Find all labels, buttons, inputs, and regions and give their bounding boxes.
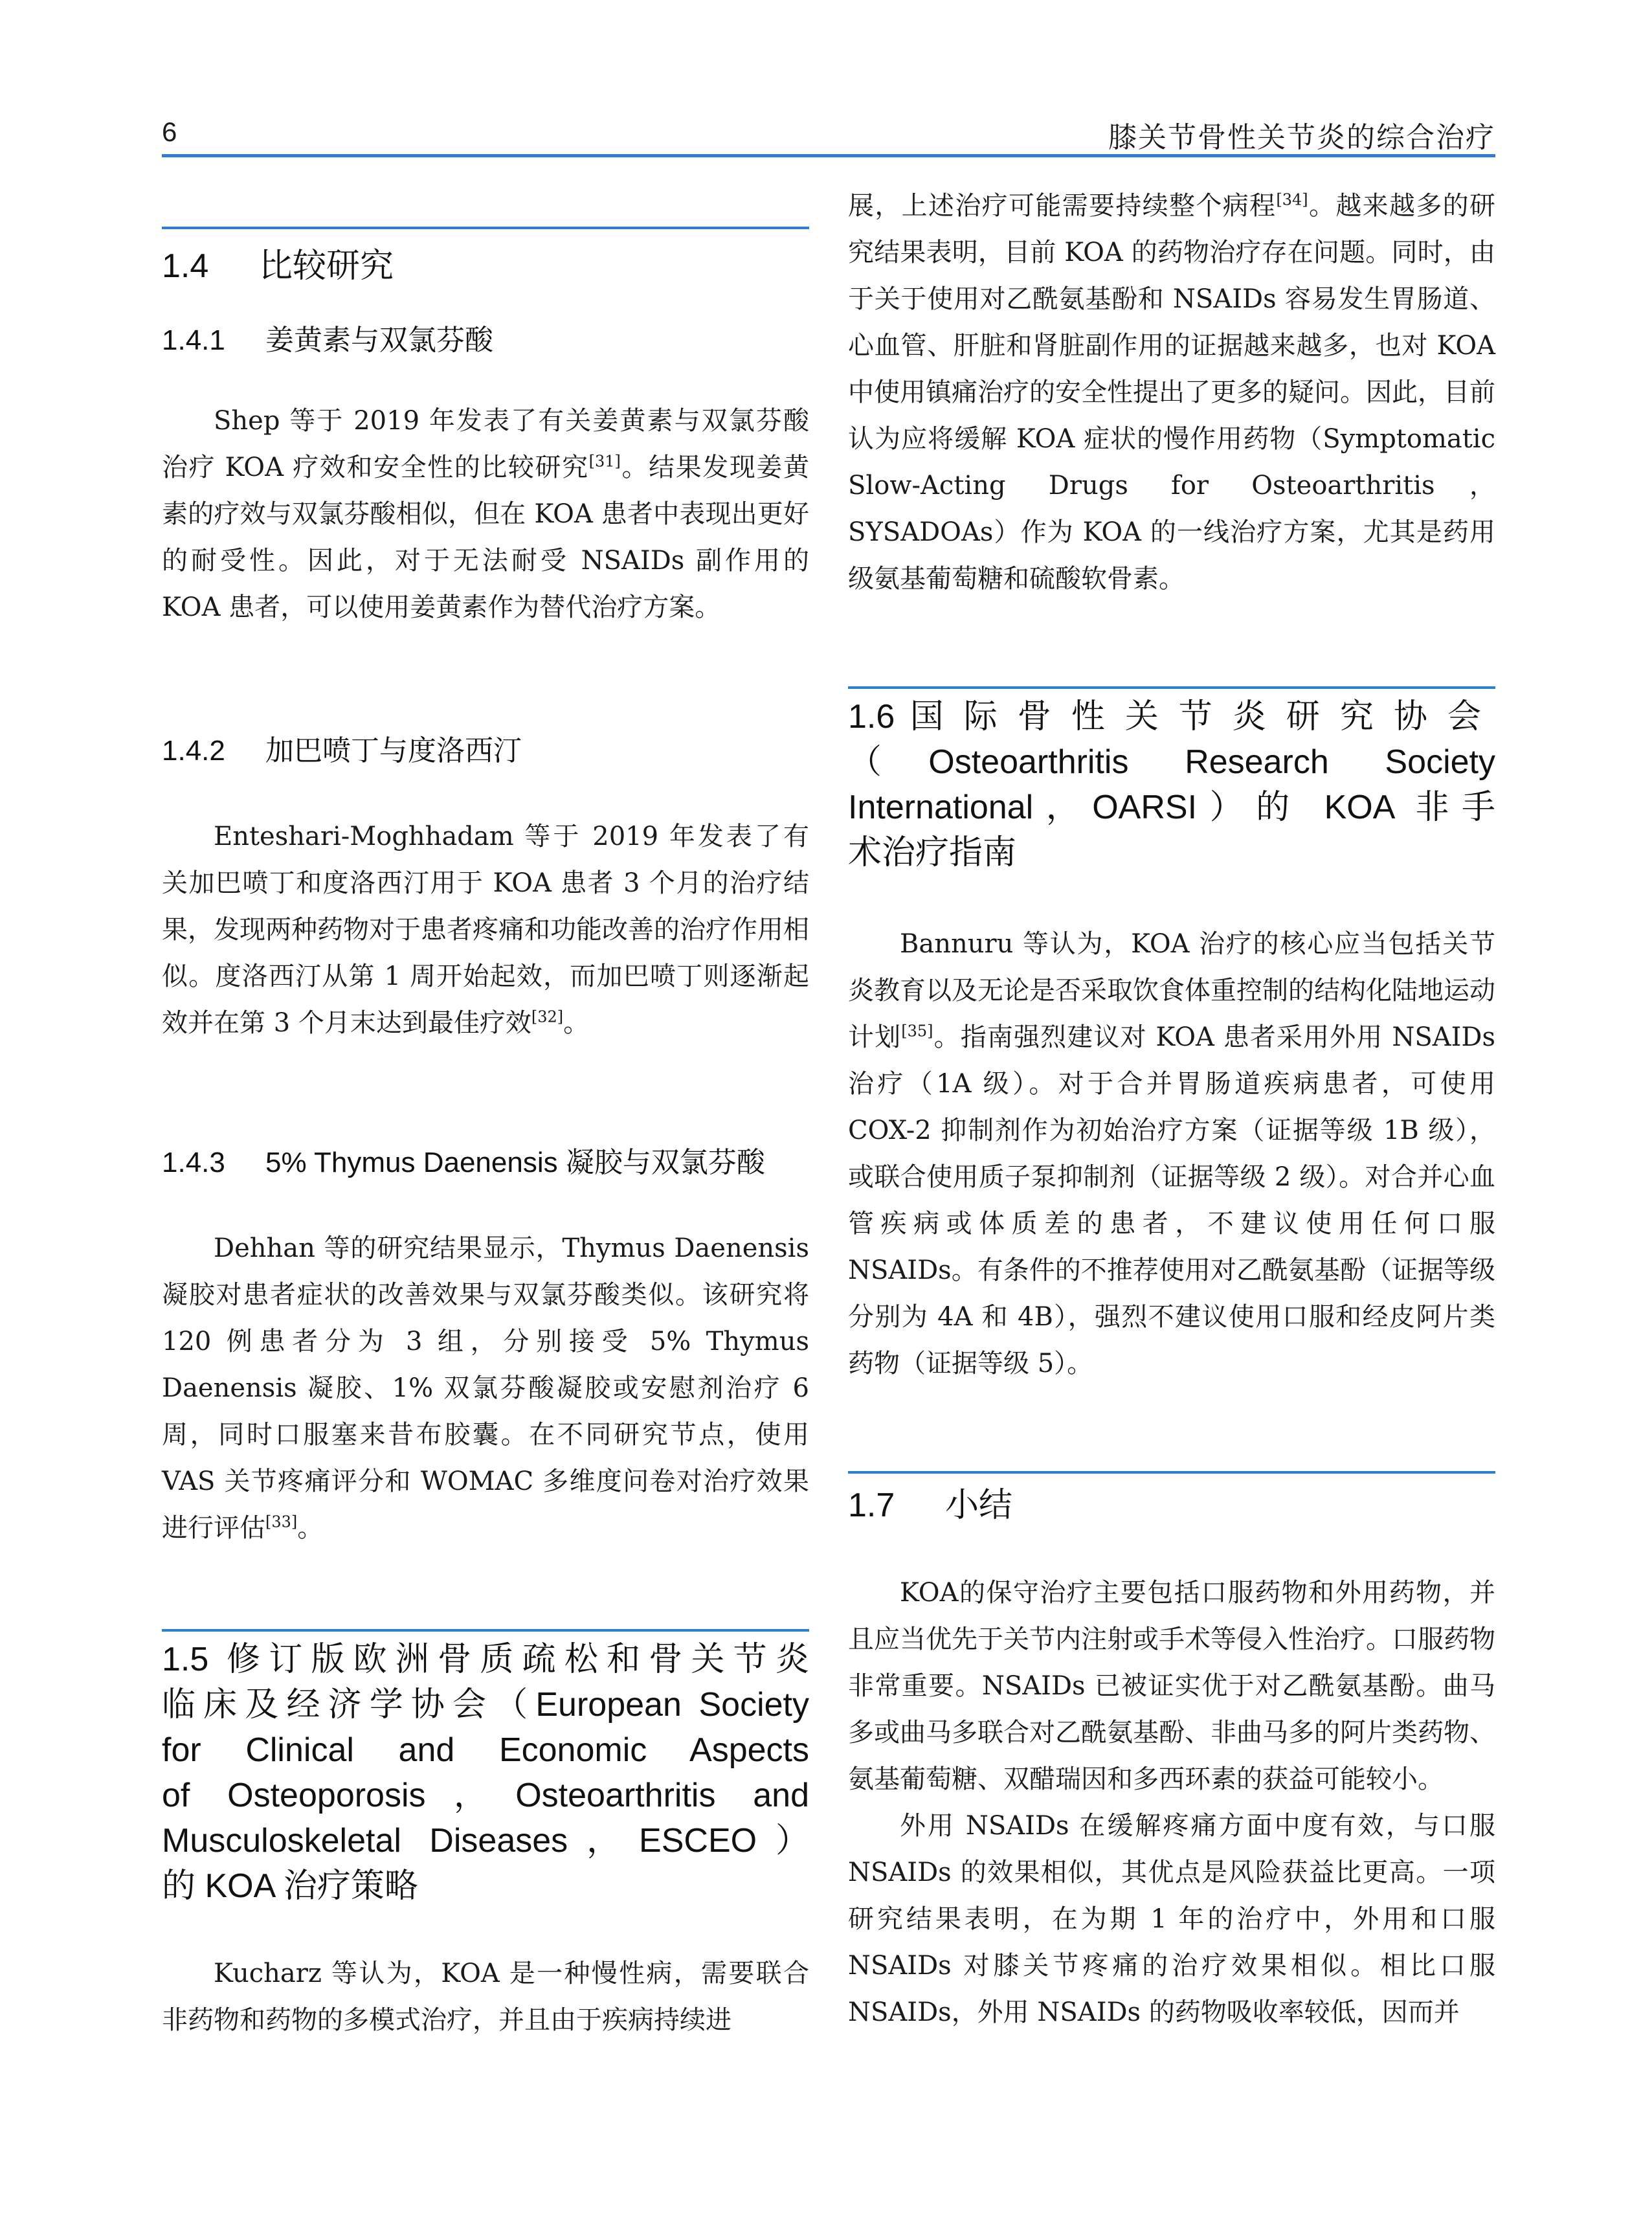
section-rule: [848, 686, 1495, 689]
paragraph-text: 。指南强烈建议对 KOA 患者采用外用 NSAIDs 治疗（1A 级）。对于合并胃肠道疾病患者，可使用 COX-2 抑制剂作为初始治疗方案（证据等级 1B 级），或联合使用质子泵抑制剂（证据等级 2 级）。对合并心血管疾病或体质差的患者，不建议使用任何口服 NSAIDs。有条件的不推荐使用对乙酰氨基酚（证据等级分别为 4A 和 4B），强烈不建议使用口服和经皮阿片类药物（证据等级 5）。: [848, 1022, 1496, 1378]
paragraph: [848, 921, 1495, 1387]
section-title-line: 的 KOA 治疗策略: [162, 1867, 418, 1905]
section-number: 1.6: [848, 698, 895, 736]
section-rule: [162, 227, 809, 229]
paragraph: [162, 813, 809, 1046]
citation: [34]: [1276, 190, 1308, 209]
citation: [32]: [531, 1007, 564, 1026]
section-rule: [162, 1629, 809, 1632]
section-title-line: 术治疗指南: [848, 834, 1017, 871]
section-rule: [848, 1471, 1495, 1474]
section-title-line: International，OARSI）的 KOA 非手: [848, 789, 1495, 826]
paragraph: Kucharz 等认为，KOA 是一种慢性病，需要联合非药物和药物的多模式治疗，并且由于疾病持续进: [162, 1959, 809, 2035]
right-column: [848, 168, 1495, 2036]
subsection-title: 5% Thymus Daenensis 凝胶与双氯芬酸: [265, 1147, 765, 1178]
citation: [31]: [588, 452, 621, 471]
running-head: [162, 111, 1495, 157]
paragraph-text: 。: [563, 1008, 590, 1038]
section-number: 1.5: [162, 1641, 209, 1678]
subsection-heading-1-4-1: [162, 321, 809, 360]
paragraph: [162, 1225, 809, 1551]
paragraph: 外用 NSAIDs 在缓解疼痛方面中度有效，与口服 NSAIDs 的效果相似，其优点是风险获益比更高。一项研究结果表明，在为期 1 年的治疗中，外用和口服 NSAIDs 对膝关节疼痛的治疗效果相似。相比口服 NSAIDs，外用 NSAIDs 的药物吸收率较低，因而并: [848, 1811, 1495, 2027]
subsection-number: 1.4.2: [162, 735, 225, 767]
paragraph: KOA的保守治疗主要包括口服药物和外用药物，并且应当优先于关节内注射或手术等侵入性治疗。口服药物非常重要。NSAIDs 已被证实优于对乙酰氨基酚。曲马多或曲马多联合对乙酰氨基酚、非曲马多的阿片类药物、氨基葡萄糖、双醋瑞因和多西环素的获益可能较小。: [848, 1578, 1495, 1794]
section-title-line: for Clinical and Economic Aspects: [162, 1731, 809, 1769]
left-column: [162, 168, 809, 2043]
paragraph-text: Bannuru 等认为，KOA 治疗的核心应当包括关节炎教育以及无论是否采取饮食体重控制的结构化陆地运动计划: [848, 929, 1495, 1052]
paragraph-continued: [848, 183, 1495, 602]
paragraph-text: Enteshari-Moghhadam 等于 2019 年发表了有关加巴喷丁和度洛西汀用于 KOA 患者 3 个月的治疗结果，发现两种药物对于患者疼痛和功能改善的治疗作用相似。度洛西汀从第 1 周开始起效，而加巴喷丁则逐渐起效并在第 3 个月末达到最佳疗效: [162, 822, 809, 1038]
section-title: 国际骨性关节炎研究协会: [910, 698, 1495, 736]
section-number: 1.4: [162, 247, 209, 285]
paragraph-text: 展，上述治疗可能需要持续整个病程: [848, 191, 1277, 221]
section-title-line: [848, 694, 1495, 739]
section-title: 修订版欧洲骨质疏松和骨关节炎: [226, 1641, 809, 1678]
section-title-line: of Osteoporosis，Osteoarthritis and: [162, 1777, 809, 1814]
paragraph-text: Dehhan 等的研究结果显示，Thymus Daenensis 凝胶对患者症状的改善效果与双氯芬酸类似。该研究将 120 例患者分为 3 组，分别接受 5% Thymus Daenensis 凝胶、1% 双氯芬酸凝胶或安慰剂治疗 6 周，同时口服塞来昔布胶囊。在不同研究节点，使用 VAS 关节疼痛评分和 WOMAC 多维度问卷对治疗效果进行评估: [162, 1233, 809, 1543]
subsection-heading-1-4-3: [162, 1143, 809, 1182]
paragraph-text: 。越来越多的研究结果表明，目前 KOA 的药物治疗存在问题。同时，由于关于使用对乙酰氨基酚和 NSAIDs 容易发生胃肠道、心血管、肝脏和肾脏副作用的证据越来越多，也对 KOA 中使用镇痛治疗的安全性提出了更多的疑问。因此，目前认为应将缓解 KOA 症状的慢作用药物（Symptomatic Slow-Acting Drugs for Osteoarthritis，SYSADOAs）作为 KOA 的一线治疗方案，尤其是药用级氨基葡萄糖和硫酸软骨素。: [848, 191, 1496, 594]
section-title-line: 临床及经济学协会（European Society: [162, 1686, 809, 1724]
subsection-title: 姜黄素与双氯芬酸: [265, 324, 493, 356]
section-heading-1-5: [162, 1637, 809, 1909]
subsection-number: 1.4.1: [162, 324, 225, 356]
section-title-line: （Osteoarthritis Research Society: [848, 743, 1495, 781]
subsection-title: 加巴喷丁与度洛西汀: [265, 735, 522, 767]
page-number: 6: [162, 117, 177, 147]
paragraph-text: 。: [297, 1513, 324, 1543]
paragraph-text: Shep 等于 2019 年发表了有关姜黄素与双氯芬酸治疗 KOA 疗效和安全性的比较研究: [162, 406, 809, 482]
section-heading-1-7: [848, 1483, 1495, 1528]
subsection-number: 1.4.3: [162, 1147, 225, 1178]
book-title: 膝关节骨性关节炎的综合治疗: [1108, 121, 1495, 154]
section-heading-1-4: [162, 243, 809, 289]
citation: [33]: [265, 1512, 298, 1531]
citation: [35]: [901, 1022, 933, 1040]
section-title: 比较研究: [259, 247, 394, 285]
paragraph: [162, 398, 809, 631]
header-rule: [162, 154, 1495, 157]
section-number: 1.7: [848, 1487, 895, 1524]
section-title-line: Musculoskeletal Diseases，ESCEO）: [162, 1822, 809, 1860]
section-title-line: [162, 1637, 809, 1682]
section-title: 小结: [945, 1487, 1013, 1524]
section-heading-1-6: [848, 694, 1495, 875]
paragraph-text: 。结果发现姜黄素的疗效与双氯芬酸相似，但在 KOA 患者中表现出更好的耐受性。因此，对于无法耐受 NSAIDs 副作用的 KOA 患者，可以使用姜黄素作为替代治疗方案。: [162, 453, 809, 622]
subsection-heading-1-4-2: [162, 732, 809, 770]
